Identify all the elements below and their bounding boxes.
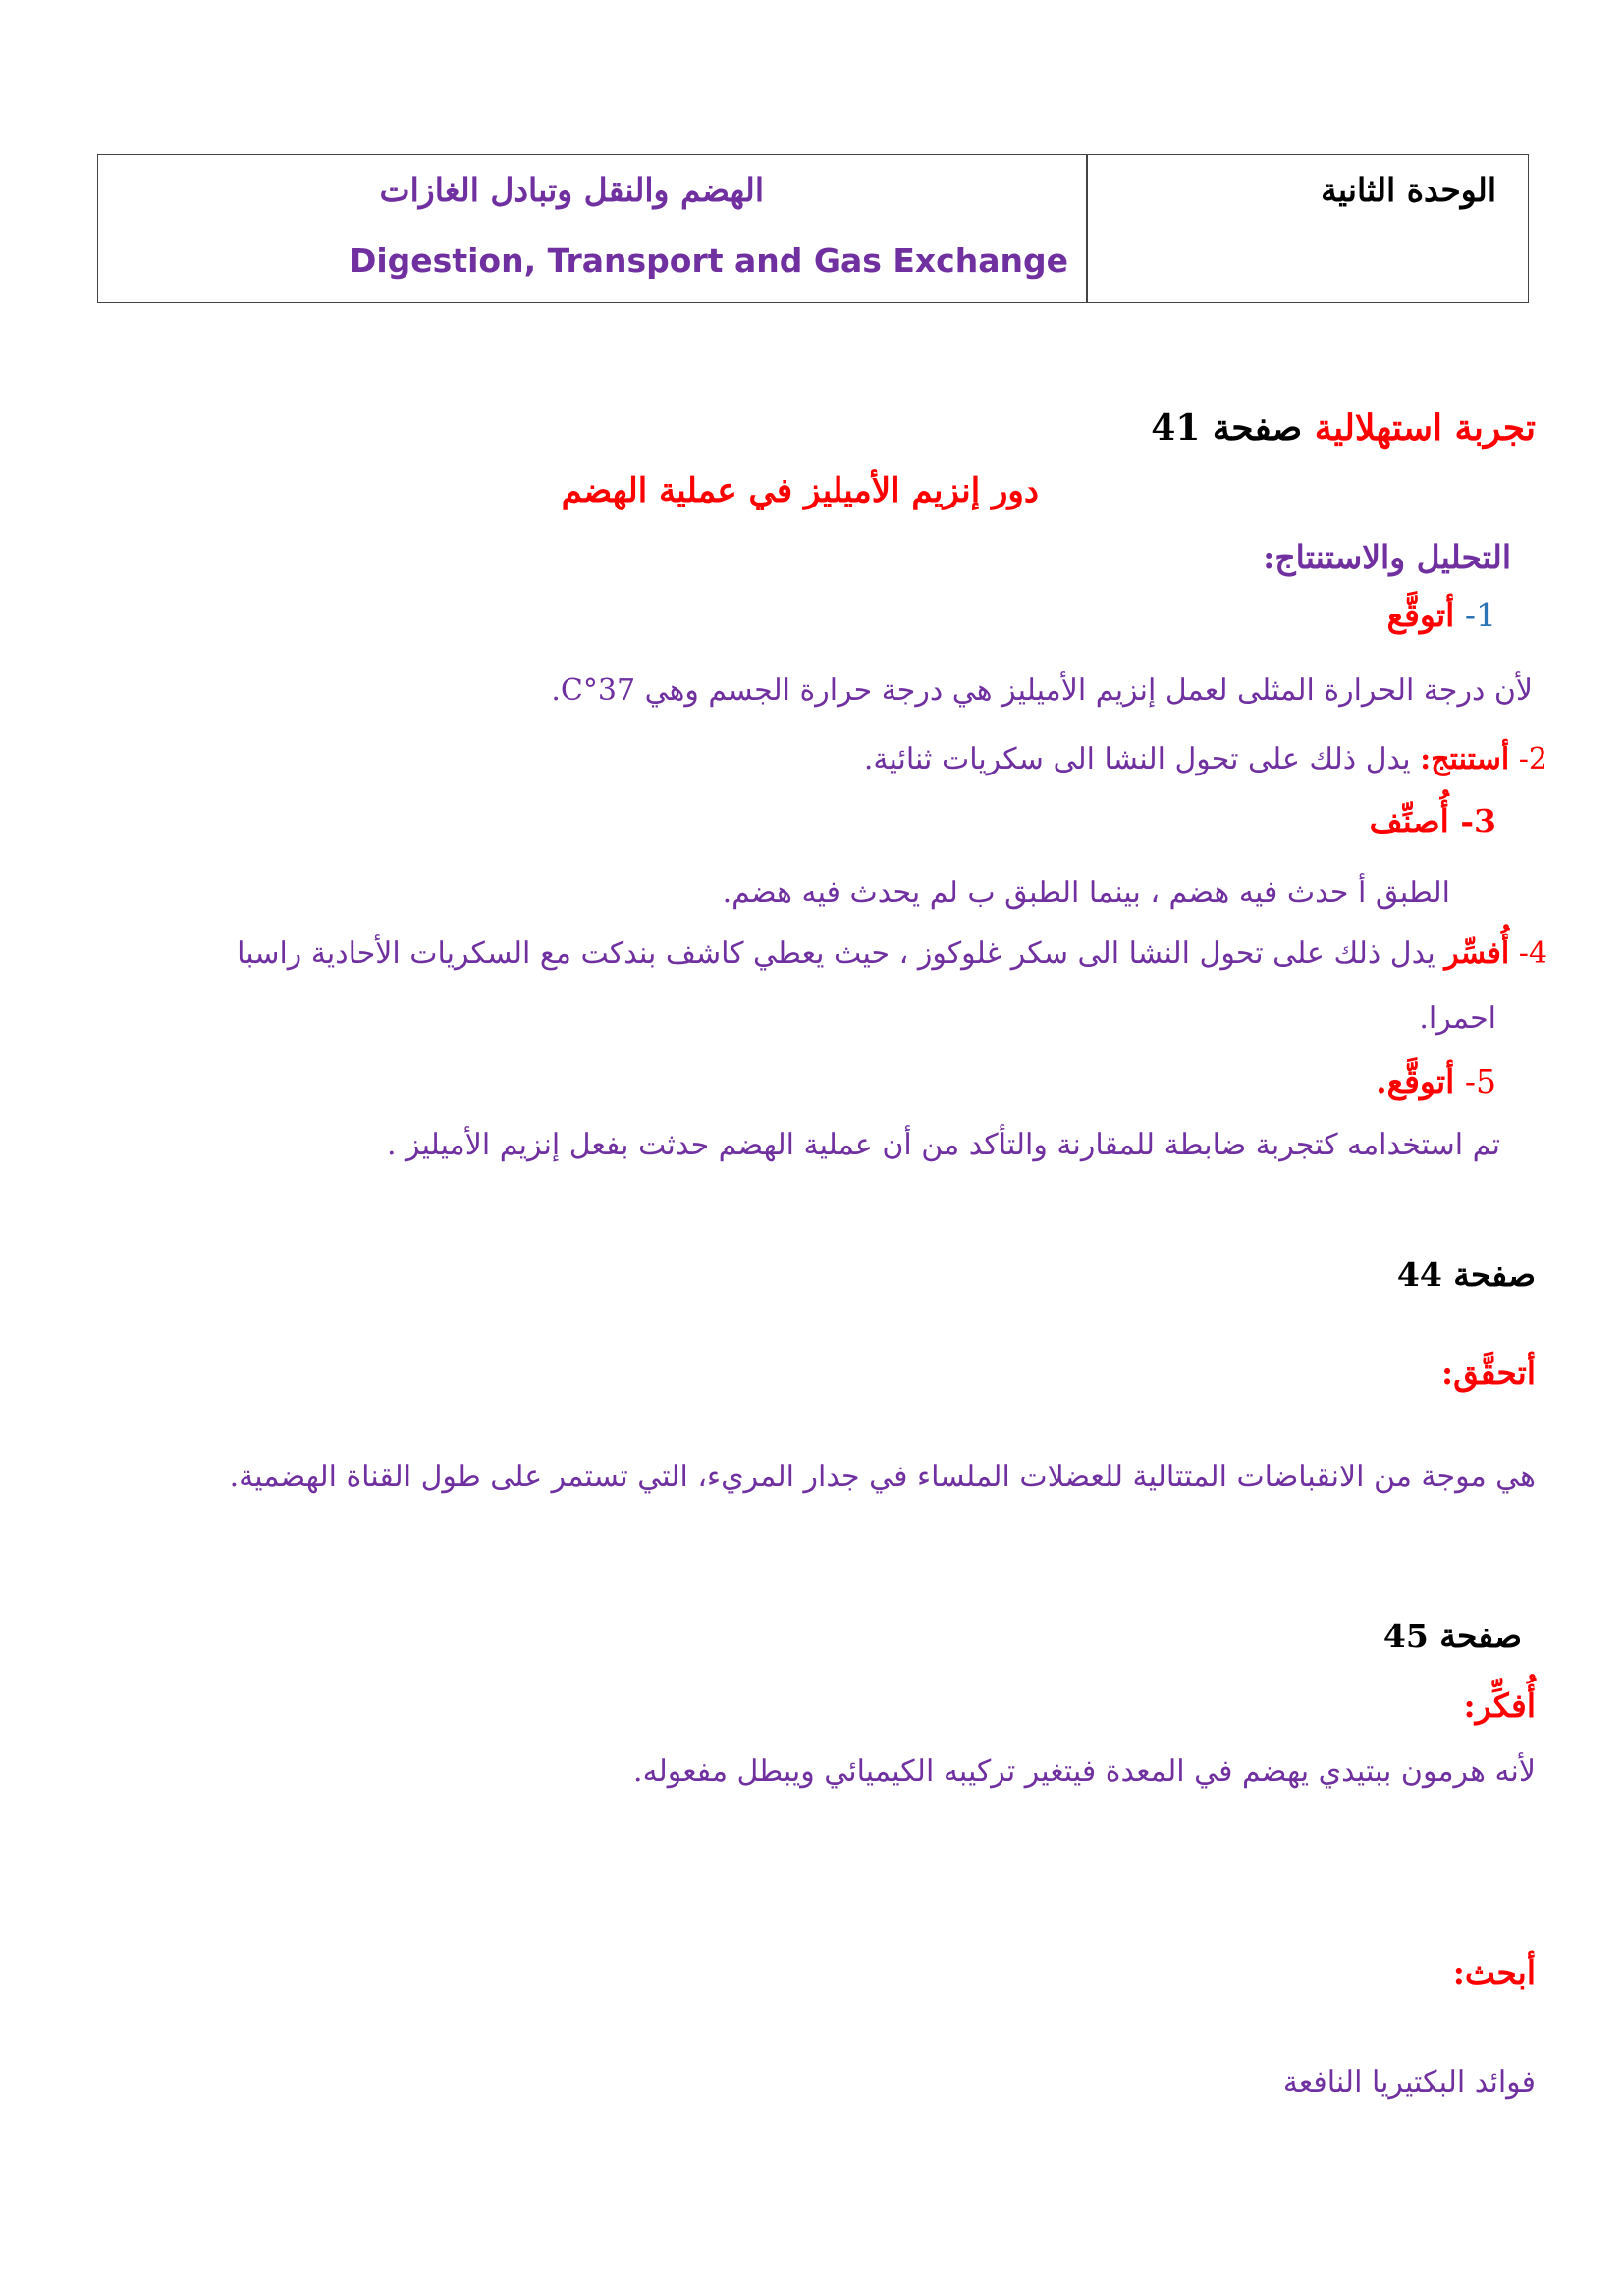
table-divider xyxy=(1086,155,1088,302)
item-5-heading xyxy=(1376,1062,1496,1100)
think-label: أُفكِّر: xyxy=(1463,1686,1536,1725)
verify-text: هي موجة من الانقباضات المتتالية للعضلات الملساء في جدار المريء، التي تستمر على طول القناة الهضمية. xyxy=(229,1460,1536,1494)
header-table xyxy=(97,154,1529,303)
item-4-label: أُفسِّر xyxy=(1444,936,1510,971)
item-1-text: لأن درجة الحرارة المثلى لعمل إنزيم الأميليز هي درجة حرارة الجسم وهي 37°C. xyxy=(551,673,1533,708)
think-text: لأنه هرمون ببتيدي يهضم في المعدة فيتغير تركيبه الكيميائي ويبطل مفعوله. xyxy=(633,1754,1536,1789)
research-text: فوائد البكتيريا النافعة xyxy=(1282,2065,1536,2100)
unit-label: الوحدة الثانية xyxy=(1321,171,1496,209)
item-4-text-cont: احمرا. xyxy=(1419,1001,1496,1036)
item-2-text: يدل ذلك على تحول النشا الى سكريات ثنائية. xyxy=(863,742,1411,776)
item-2-label: أستنتج: xyxy=(1420,742,1510,776)
title-arabic: الهضم والنقل وتبادل الغازات xyxy=(379,171,764,209)
research-label: أبحث: xyxy=(1452,1953,1536,1992)
title-english: Digestion, Transport and Gas Exchange xyxy=(349,241,1068,280)
item-3-number: 3- xyxy=(1460,802,1496,840)
item-1-number: 1- xyxy=(1464,596,1496,634)
item-5-label: أتوقَّع. xyxy=(1376,1062,1455,1100)
section1-heading xyxy=(1151,407,1536,449)
item-4-text: يدل ذلك على تحول النشا الى سكر غلوكوز ، حيث يعطي كاشف بندكت مع السكريات الأحادية راسبا xyxy=(237,936,1435,971)
item-3-text: الطبق أ حدث فيه هضم ، بينما الطبق ب لم يحدث فيه هضم. xyxy=(722,876,1450,910)
item-1-label: أتوقَّع xyxy=(1386,596,1455,634)
item-1-heading xyxy=(1387,596,1496,634)
page-41: صفحة 41 xyxy=(1151,407,1303,449)
item-2-line xyxy=(864,742,1547,776)
page-44: صفحة 44 xyxy=(1396,1255,1536,1294)
experiment-subtitle: دور إنزيم الأميليز في عملية الهضم xyxy=(561,471,1039,510)
item-3-heading xyxy=(1370,802,1496,840)
item-5-text: تم استخدامه كتجربة ضابطة للمقارنة والتأكد من أن عملية الهضم حدثت بفعل إنزيم الأميليز . xyxy=(386,1128,1500,1162)
item-5-number: 5- xyxy=(1464,1062,1496,1100)
analysis-label: التحليل والاستنتاج: xyxy=(1263,538,1511,576)
verify-label: أتحقَّق: xyxy=(1440,1354,1536,1392)
experiment-label: تجربة استهلالية xyxy=(1314,407,1536,449)
page-45: صفحة 45 xyxy=(1382,1617,1522,1655)
item-2-number: 2- xyxy=(1518,742,1547,776)
item-4-line xyxy=(237,936,1547,971)
item-3-label: أُصنِّف xyxy=(1369,802,1449,840)
item-4-number: 4- xyxy=(1518,936,1547,971)
